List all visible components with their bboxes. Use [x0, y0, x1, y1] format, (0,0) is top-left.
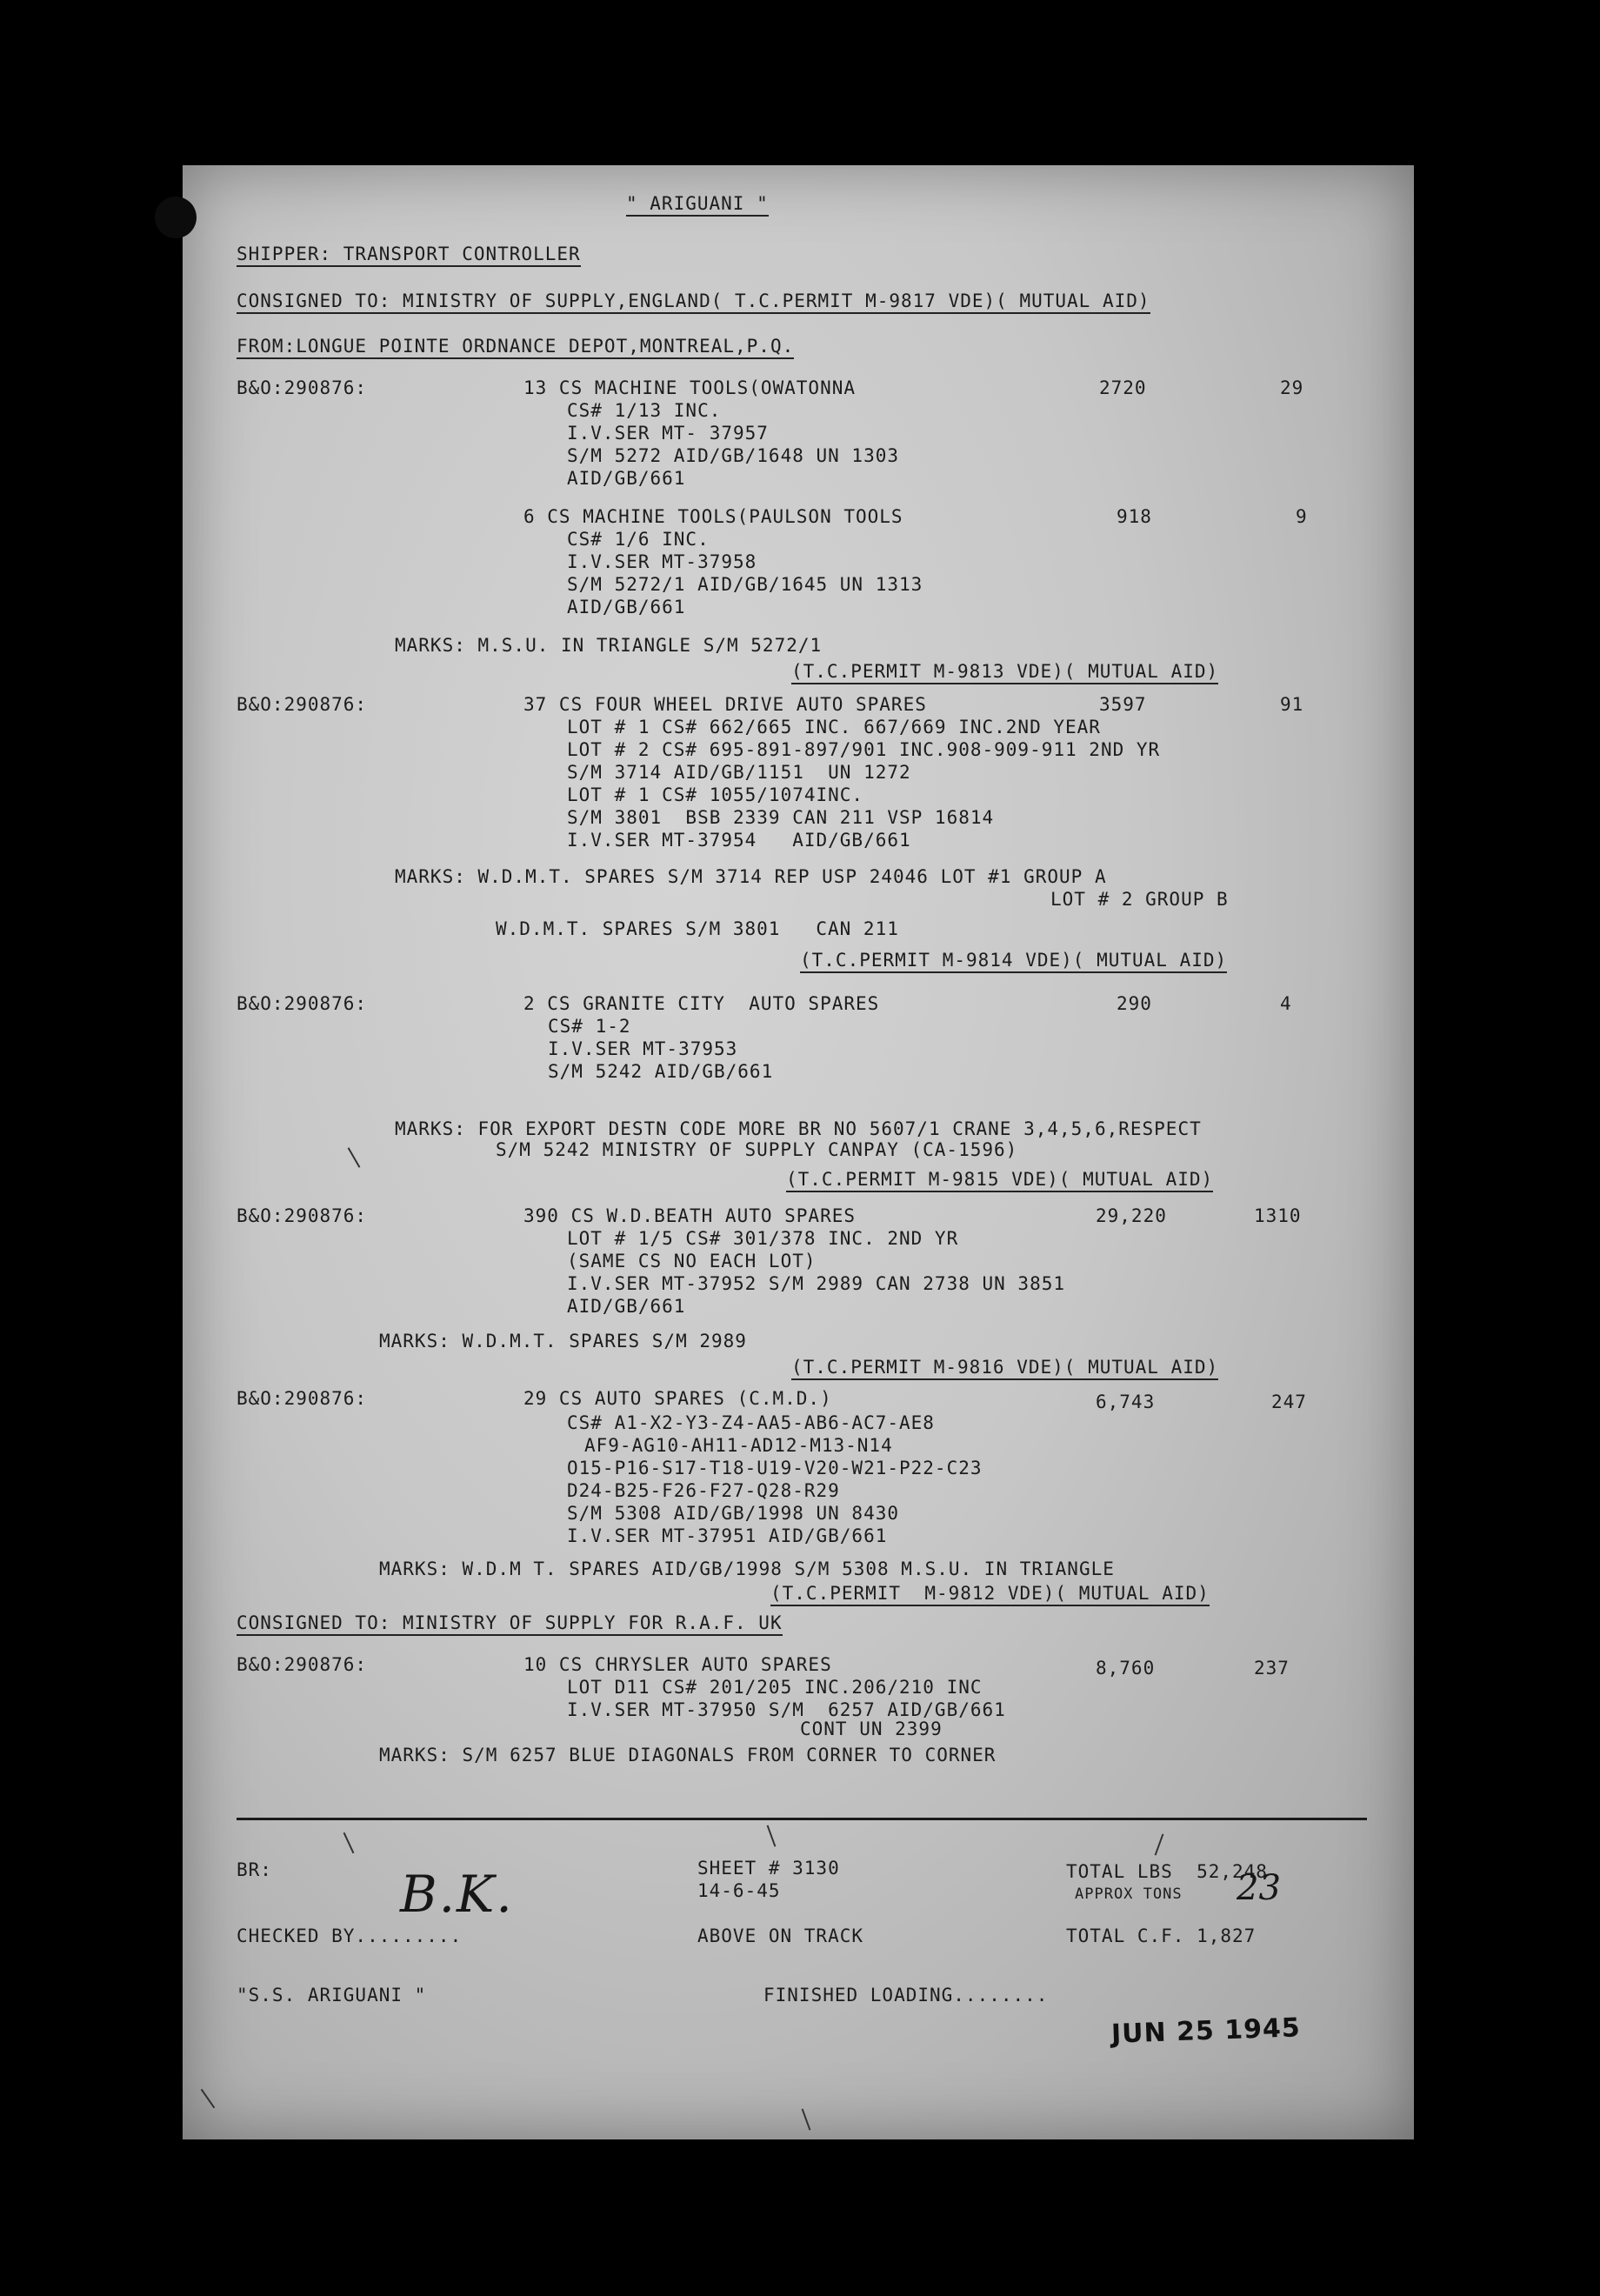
- serial-number: I.V.SER MT-37951 AID/GB/661: [567, 1525, 888, 1546]
- bo-reference: B&O:290876:: [237, 1654, 368, 1675]
- marks-line: MARKS: W.D.M.T. SPARES S/M 3714 REP USP 24046 LOT #1 GROUP A: [395, 866, 1107, 887]
- serial-number: I.V.SER MT-37950 S/M 6257 AID/GB/661: [567, 1699, 1006, 1720]
- cargo-item: 29 CS AUTO SPARES (C.M.D.): [523, 1388, 832, 1409]
- marks-line: MARKS: FOR EXPORT DESTN CODE MORE BR NO 5607/1 CRANE 3,4,5,6,RESPECT: [395, 1118, 1202, 1139]
- serial-number: I.V.SER MT-37954 AID/GB/661: [567, 830, 911, 851]
- serial-number: I.V.SER MT-37952 S/M 2989 CAN 2738 UN 3851: [567, 1273, 1066, 1294]
- pencil-tick-mark: [201, 2089, 216, 2108]
- consigned-raf-line: CONSIGNED TO: MINISTRY OF SUPPLY FOR R.A.F. UK: [237, 1612, 783, 1636]
- serial-number: I.V.SER MT-37953: [548, 1038, 738, 1059]
- shipping-mark: S/M 5272/1 AID/GB/1645 UN 1313: [567, 574, 923, 595]
- cargo-item: 390 CS W.D.BEATH AUTO SPARES: [523, 1205, 857, 1226]
- marks-line: MARKS: W.D.M.T. SPARES S/M 2989: [379, 1331, 747, 1352]
- aid-reference: AID/GB/661: [567, 597, 686, 617]
- pencil-tick-mark: [348, 1147, 361, 1168]
- cargo-item: 13 CS MACHINE TOOLS(OWATONNA: [523, 377, 857, 398]
- cubic-feet: 9: [1296, 506, 1308, 527]
- cubic-feet: 247: [1271, 1392, 1307, 1412]
- case-numbers: D24-B25-F26-F27-Q28-R29: [567, 1480, 840, 1501]
- pencil-tick-mark: [343, 1832, 355, 1853]
- marks-line: W.D.M.T. SPARES S/M 3801 CAN 211: [496, 918, 899, 939]
- marks-line: MARKS: M.S.U. IN TRIANGLE S/M 5272/1: [395, 635, 823, 656]
- bo-reference: B&O:290876:: [237, 993, 368, 1014]
- above-on-track-label: ABOVE ON TRACK: [697, 1926, 864, 1946]
- shipping-mark: S/M 5308 AID/GB/1998 UN 8430: [567, 1503, 900, 1524]
- weight-lbs: 2720: [1099, 377, 1147, 398]
- permit-line: (T.C.PERMIT M-9813 VDE)( MUTUAL AID): [791, 661, 1218, 684]
- bo-reference: B&O:290876:: [237, 694, 368, 715]
- cargo-item: 37 CS FOUR WHEEL DRIVE AUTO SPARES: [523, 694, 927, 715]
- marks-line: MARKS: S/M 6257 BLUE DIAGONALS FROM CORNER TO CORNER: [379, 1745, 997, 1765]
- ship-title: " ARIGUANI ": [626, 193, 769, 217]
- lot-detail: LOT D11 CS# 201/205 INC.206/210 INC: [567, 1677, 983, 1698]
- weight-lbs: 29,220: [1096, 1205, 1167, 1226]
- marks-line: LOT # 2 GROUP B: [1050, 889, 1229, 910]
- case-numbers: AF9-AG10-AH11-AD12-M13-N14: [584, 1435, 893, 1456]
- cubic-feet: 29: [1280, 377, 1304, 398]
- serial-number: I.V.SER MT- 37957: [567, 423, 769, 444]
- approx-tons-label: APPROX TONS: [1075, 1886, 1183, 1903]
- weight-lbs: 3597: [1099, 694, 1147, 715]
- bo-reference: B&O:290876:: [237, 377, 368, 398]
- lot-detail: LOT # 1 CS# 662/665 INC. 667/669 INC.2ND YEAR: [567, 717, 1101, 738]
- permit-line: (T.C.PERMIT M-9814 VDE)( MUTUAL AID): [800, 950, 1227, 973]
- checker-initials-signature: B.K.: [400, 1865, 514, 1924]
- pencil-tick-mark: [1155, 1833, 1164, 1855]
- document-sheet: [183, 165, 1414, 2139]
- case-numbers: CS# 1/6 INC.: [567, 529, 710, 550]
- case-numbers: CS# 1-2: [548, 1016, 631, 1037]
- weight-lbs: 6,743: [1096, 1392, 1156, 1412]
- footer-divider: [237, 1818, 1367, 1820]
- weight-lbs: 290: [1117, 993, 1152, 1014]
- vessel-name: "S.S. ARIGUANI ": [237, 1985, 427, 2006]
- br-label: BR:: [237, 1859, 272, 1880]
- cubic-feet: 91: [1280, 694, 1304, 715]
- permit-line: (T.C.PERMIT M-9816 VDE)( MUTUAL AID): [791, 1357, 1218, 1380]
- punch-hole: [155, 197, 197, 238]
- finished-loading-label: FINISHED LOADING........: [763, 1985, 1049, 2006]
- cubic-feet: 1310: [1254, 1205, 1302, 1226]
- sheet-number: SHEET # 3130: [697, 1858, 840, 1879]
- total-cubic-feet: TOTAL C.F. 1,827: [1066, 1926, 1257, 1946]
- permit-line: (T.C.PERMIT M-9815 VDE)( MUTUAL AID): [786, 1169, 1213, 1192]
- shipping-mark: S/M 3714 AID/GB/1151 UN 1272: [567, 762, 911, 783]
- case-numbers: CS# 1/13 INC.: [567, 400, 722, 421]
- bo-reference: B&O:290876:: [237, 1388, 368, 1409]
- serial-number: I.V.SER MT-37958: [567, 551, 757, 572]
- shipping-mark: S/M 5272 AID/GB/1648 UN 1303: [567, 445, 900, 466]
- aid-reference: AID/GB/661: [567, 1296, 686, 1317]
- marks-line: MARKS: W.D.M T. SPARES AID/GB/1998 S/M 5308 M.S.U. IN TRIANGLE: [379, 1558, 1115, 1579]
- sheet-date: 14-6-45: [697, 1880, 781, 1901]
- pencil-tick-mark: [767, 1825, 777, 1846]
- case-numbers: CS# A1-X2-Y3-Z4-AA5-AB6-AC7-AE8: [567, 1412, 935, 1433]
- bo-reference: B&O:290876:: [237, 1205, 368, 1226]
- shipper-line: SHIPPER: TRANSPORT CONTROLLER: [237, 244, 581, 267]
- aid-reference: AID/GB/661: [567, 468, 686, 489]
- cargo-item: 10 CS CHRYSLER AUTO SPARES: [523, 1654, 832, 1675]
- cargo-item: 6 CS MACHINE TOOLS(PAULSON TOOLS: [523, 506, 903, 527]
- cubic-feet: 237: [1254, 1658, 1290, 1679]
- lot-detail: LOT # 1 CS# 1055/1074INC.: [567, 784, 864, 805]
- weight-lbs: 918: [1117, 506, 1152, 527]
- lot-detail: LOT # 1/5 CS# 301/378 INC. 2ND YR: [567, 1228, 959, 1249]
- shipping-mark: S/M 3801 BSB 2339 CAN 211 VSP 16814: [567, 807, 995, 828]
- marks-line: S/M 5242 MINISTRY OF SUPPLY CANPAY (CA-1596): [496, 1139, 1018, 1160]
- lot-detail: (SAME CS NO EACH LOT): [567, 1251, 817, 1271]
- date-stamp: JUN 25 1945: [1110, 2012, 1302, 2050]
- case-numbers: O15-P16-S17-T18-U19-V20-W21-P22-C23: [567, 1458, 983, 1478]
- shipping-mark: S/M 5242 AID/GB/661: [548, 1061, 774, 1082]
- lot-detail: LOT # 2 CS# 695-891-897/901 INC.908-909-911 2ND YR: [567, 739, 1161, 760]
- pencil-tick-mark: [802, 2108, 811, 2130]
- consigned-to-line: CONSIGNED TO: MINISTRY OF SUPPLY,ENGLAND( T.C.PERMIT M-9817 VDE)( MUTUAL AID): [237, 290, 1150, 314]
- from-line: FROM:LONGUE POINTE ORDNANCE DEPOT,MONTREAL,P.Q.: [237, 336, 794, 359]
- permit-line: (T.C.PERMIT M-9812 VDE)( MUTUAL AID): [770, 1583, 1210, 1606]
- weight-lbs: 8,760: [1096, 1658, 1156, 1679]
- approx-tons-handwritten: 23: [1237, 1868, 1281, 1908]
- cubic-feet: 4: [1280, 993, 1292, 1014]
- cargo-item: 2 CS GRANITE CITY AUTO SPARES: [523, 993, 880, 1014]
- total-lbs: TOTAL LBS 52,248: [1066, 1861, 1268, 1882]
- container-number: CONT UN 2399: [800, 1719, 943, 1739]
- checked-by-label: CHECKED BY.........: [237, 1926, 463, 1946]
